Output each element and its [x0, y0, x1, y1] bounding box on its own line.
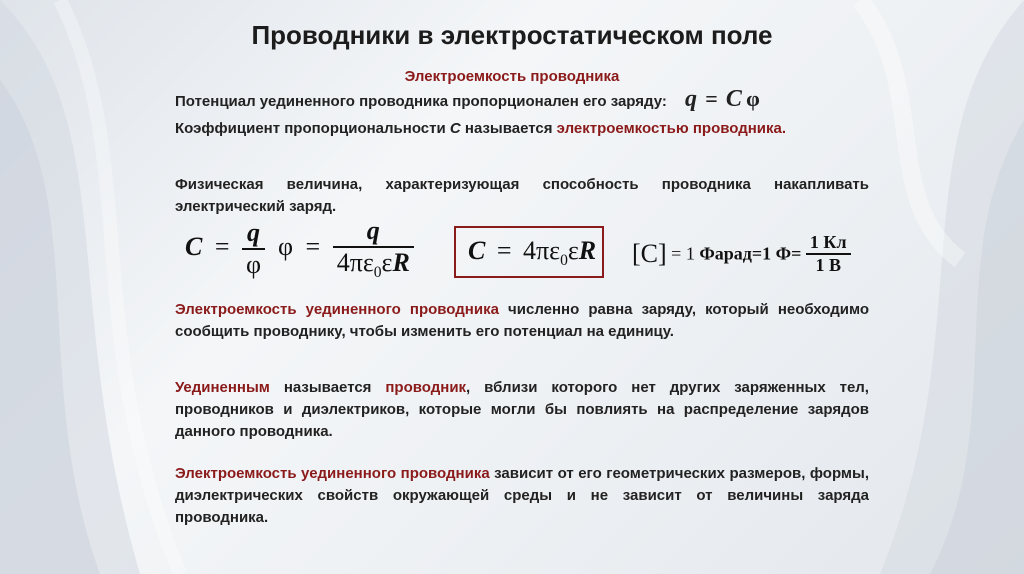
formula-sphere-capacitance — [468, 236, 596, 270]
paragraph-capacitance-depends — [175, 463, 869, 529]
paragraph-potential — [175, 88, 875, 113]
section-subtitle: Электроемкость проводника — [404, 68, 620, 85]
formula-unit-farad — [632, 232, 851, 276]
paragraph-coefficient — [175, 118, 869, 140]
formula-sphere-rhs-r: R — [578, 236, 597, 265]
formula-sphere-rhs-b: ε — [567, 236, 579, 265]
formula-unit-num: 1 Кл — [806, 232, 851, 255]
formula-unit-fraction — [806, 232, 851, 276]
paragraph-isolated-red-b: проводник — [385, 379, 467, 396]
formula-capacitance-fraction — [242, 218, 265, 280]
formula-potential-num: q — [333, 216, 414, 248]
formula-sphere-rhs-sub: 0 — [560, 252, 568, 270]
formula-unit-text: Фарад=1 Ф= — [699, 243, 802, 264]
formula-unit-bracket: [C] — [632, 239, 667, 268]
formula-capacitance-lhs: C — [185, 231, 203, 261]
formula-unit-den: 1 В — [815, 255, 841, 275]
paragraph-isolated-mid: называется — [283, 379, 372, 396]
formula-potential-den-b: ε — [381, 248, 393, 277]
paragraph-capacitance-depends-red: Электроемкость уединенного проводника — [175, 465, 490, 482]
paragraph-isolated-text: , вблизи которого нет других заряженных тел, проводников и диэлектриков, которые могли бы повлиять на распределение зарядов данного проводника. — [175, 379, 869, 440]
paragraph-capacitance-equal-red: Электроемкость уединенного проводника — [175, 301, 499, 318]
formula-phi-var: φ — [746, 86, 760, 111]
formula-potential-fraction — [333, 216, 414, 282]
formula-potential-den-r: R — [392, 248, 410, 277]
formula-q-var: q — [685, 86, 698, 112]
formula-capacitance-den: φ — [246, 250, 262, 279]
formula-potential-den — [333, 248, 414, 282]
formula-sphere-eq: = — [496, 236, 512, 265]
formula-potential-den-sub: 0 — [373, 264, 382, 282]
paragraph-coefficient-red-a: электроемкостью — [556, 120, 689, 137]
formula-sphere-rhs-a: 4πε — [523, 236, 561, 265]
formula-unit-eq: = 1 — [671, 243, 695, 264]
formula-capacitance-eq: = — [214, 231, 230, 261]
formula-sphere-lhs: C — [468, 236, 486, 265]
page-title: Проводники в электростатическом поле — [251, 20, 773, 50]
paragraph-coefficient-text-b: называется — [464, 120, 553, 137]
paragraph-coefficient-text-a: Коэффициент пропорциональности — [175, 120, 446, 137]
formula-capacitance-def — [185, 218, 265, 280]
formula-capacitance-num: q — [242, 218, 265, 250]
paragraph-potential-text: Потенциал уединенного проводника пропорционален его заряду: — [175, 93, 667, 110]
formula-potential-eq: = — [305, 232, 321, 262]
paragraph-isolated-definition — [175, 377, 869, 443]
formula-potential-den-a: 4πε — [336, 248, 374, 277]
formula-c-var: C — [725, 86, 742, 112]
formula-potential-lhs: φ — [278, 232, 294, 262]
paragraph-capacitance-equal — [175, 299, 869, 343]
formula-potential-sphere — [278, 216, 414, 282]
paragraph-coefficient-c: C — [449, 120, 461, 137]
paragraph-capacitance-equal-text: численно равна заряду, который необходимо сообщить проводнику, чтобы изменить его потенциал на единицу. — [175, 301, 870, 340]
paragraph-coefficient-red-b: проводника. — [692, 120, 787, 137]
formula-q-eq: = — [705, 86, 718, 111]
paragraph-isolated-red-a: Уединенным — [175, 379, 270, 396]
paragraph-capacitance-depends-text: зависит от его геометрических размеров, формы, диэлектрических свойств окружающей среды и не зависит от величины заряда проводника. — [175, 465, 870, 526]
paragraph-physical-quantity: Физическая величина, характеризующая способность проводника накапливать электрический заряд. — [175, 176, 869, 215]
